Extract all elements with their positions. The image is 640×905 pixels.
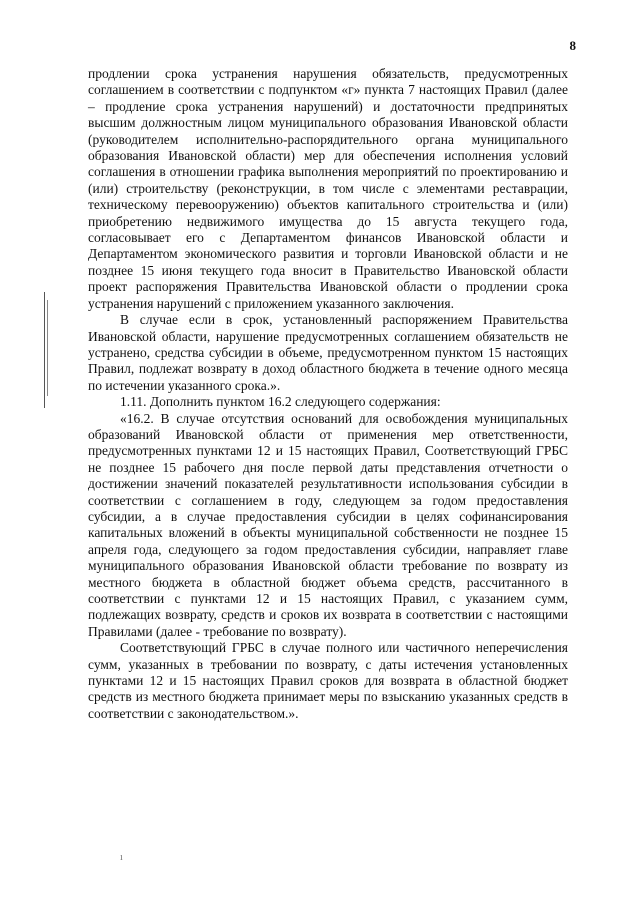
paragraph-clause-16-2: «16.2. В случае отсутствия оснований для освобождения муниципальных образований Ивановской области от применения мер ответственности, предусмотренных пунктами 12 и 15 настоящих Правил, Соответствующий ГРБС не позднее 15 рабочего дня после первой даты представления отчетности о достижении значений показателей результативности использования субсидии в соответствии с соглашением в году, следующем за годом предоставления субсидии, а в случае предоставления субсидии в целях софинансирования капитальных вложений в объекты муниципальной собственности не позднее 15 апреля года, следующего за годом предоставления субсидии, направляет главе муниципального образования Ивановской области требование по возврату из местного бюджета в областной бюджет объема средств, рассчитанного в соответствии с пунктами 12 и 15 настоящих Правил, с указанием сумм, подлежащих возврату, средств и сроков их возврата в соответствии с настоящими Правилами (далее - требование по возврату). (88, 410, 568, 639)
paragraph-grbs-measures: Соответствующий ГРБС в случае полного или частичного неперечисления сумм, указанных в требовании по возврату, с даты истечения установленных пунктами 12 и 15 настоящих Правил сроков для возврата в областной бюджет средств из местного бюджета принимает меры по взысканию указанных средств в соответствии с законодательством.». (88, 640, 568, 721)
paragraph-amendment: 1.11. Дополнить пунктом 16.2 следующего содержания: (120, 394, 441, 410)
scan-mark: ı (120, 852, 123, 863)
page-number: 8 (569, 38, 576, 53)
document-body (88, 66, 568, 722)
margin-line-mark (44, 292, 45, 408)
paragraph-return-case: В случае если в срок, установленный распоряжением Правительства Ивановской области, нарушение предусмотренных соглашением обязательств не устранено, средства субсидии в объеме, предусмотренном пунктом 15 настоящих Правил, подлежат возврату в доход областного бюджета в течение одного месяца по истечении указанного срока.». (88, 312, 568, 393)
paragraph-continuation: продлении срока устранения нарушения обязательств, предусмотренных соглашением в соответствии с подпунктом «г» пункта 7 настоящих Правил (далее – продление срока устранения нарушений) и достаточности предпринятых высшим должностным лицом муниципального образования Ивановской области (руководителем исполнительно-распорядительного органа муниципального образования Ивановской области) мер для обеспечения исполнения условий соглашения в отношении графика выполнения мероприятий по проектированию и (или) строительству (реконструкции, в том числе с элементами реставрации, техническому перевооружению) объектов капитального строительства и (или) приобретению недвижимого имущества до 15 августа текущего года, согласовывает его с Департаментом финансов Ивановской области и Департаментом экономического развития и торговли Ивановской области и не позднее 15 июня текущего года вносит в Правительство Ивановской области проект распоряжения Правительства Ивановской области о продлении срока устранения нарушений с приложением указанного заключения. (88, 66, 568, 311)
margin-line-mark (47, 300, 48, 396)
